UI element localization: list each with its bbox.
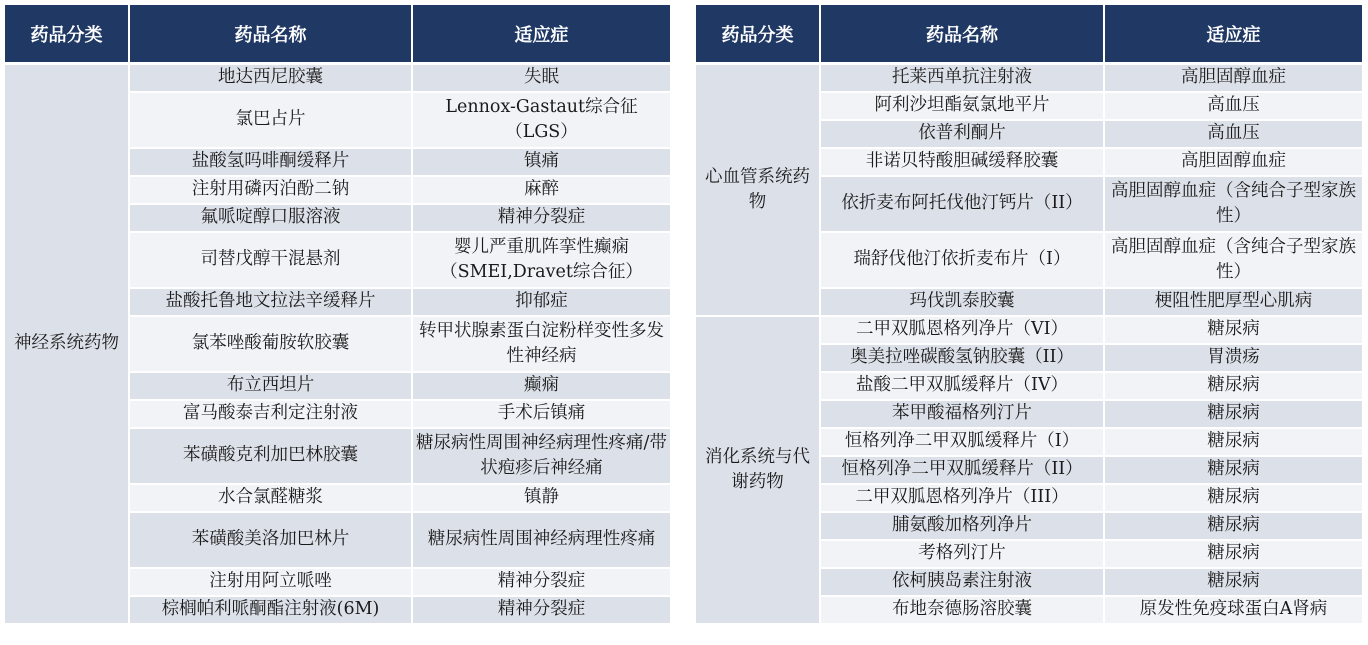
category-cell: 神经系统药物: [5, 64, 129, 624]
indication-cell: 糖尿病: [1104, 428, 1362, 456]
drug-name-cell: 考格列汀片: [820, 540, 1104, 568]
indication-cell: 抑郁症: [412, 288, 670, 316]
header-drug-name: 药品名称: [129, 5, 412, 64]
drug-name-cell: 依折麦布阿托伐他汀钙片（II）: [820, 176, 1104, 232]
indication-cell: 手术后镇痛: [412, 400, 670, 428]
indication-cell: 糖尿病: [1104, 456, 1362, 484]
table-row: [696, 316, 1362, 344]
indication-cell: 高胆固醇血症: [1104, 148, 1362, 176]
indication-cell: 糖尿病: [1104, 400, 1362, 428]
drug-name-cell: 二甲双胍恩格列净片（VI）: [820, 316, 1104, 344]
header-category: 药品分类: [696, 5, 820, 64]
drug-name-cell: 氯巴占片: [129, 92, 412, 148]
drug-name-cell: 脯氨酸加格列净片: [820, 512, 1104, 540]
indication-cell: 高血压: [1104, 120, 1362, 148]
indication-cell: 高血压: [1104, 92, 1362, 120]
header-row: [5, 5, 670, 64]
drug-name-cell: 布地奈德肠溶胶囊: [820, 596, 1104, 624]
drug-name-cell: 非诺贝特酸胆碱缓释胶囊: [820, 148, 1104, 176]
indication-cell: 转甲状腺素蛋白淀粉样变性多发性神经病: [412, 316, 670, 372]
drug-name-cell: 苯磺酸美洛加巴林片: [129, 512, 412, 568]
table-row: [5, 64, 670, 92]
drug-name-cell: 棕榈帕利哌酮酯注射液(6M): [129, 596, 412, 624]
indication-cell: 糖尿病性周围神经病理性疼痛: [412, 512, 670, 568]
indication-cell: Lennox-Gastaut综合征（LGS）: [412, 92, 670, 148]
indication-cell: 麻醉: [412, 176, 670, 204]
indication-cell: 糖尿病: [1104, 540, 1362, 568]
left-drug-table: [5, 5, 670, 625]
category-cell: 消化系统与代谢药物: [696, 316, 820, 624]
drug-name-cell: 氟哌啶醇口服溶液: [129, 204, 412, 232]
indication-cell: 高胆固醇血症（含纯合子型家族性）: [1104, 176, 1362, 232]
drug-name-cell: 奥美拉唑碳酸氢钠胶囊（II）: [820, 344, 1104, 372]
drug-name-cell: 阿利沙坦酯氨氯地平片: [820, 92, 1104, 120]
indication-cell: 高胆固醇血症（含纯合子型家族性）: [1104, 232, 1362, 288]
indication-cell: 胃溃疡: [1104, 344, 1362, 372]
drug-name-cell: 盐酸二甲双胍缓释片（IV）: [820, 372, 1104, 400]
indication-cell: 糖尿病性周围神经病理性疼痛/带状疱疹后神经痛: [412, 428, 670, 484]
indication-cell: 糖尿病: [1104, 372, 1362, 400]
drug-name-cell: 司替戊醇干混悬剂: [129, 232, 412, 288]
drug-name-cell: 盐酸托鲁地文拉法辛缓释片: [129, 288, 412, 316]
indication-cell: 精神分裂症: [412, 568, 670, 596]
indication-cell: 梗阻性肥厚型心肌病: [1104, 288, 1362, 316]
drug-name-cell: 恒格列净二甲双胍缓释片（I）: [820, 428, 1104, 456]
drug-name-cell: 苯磺酸克利加巴林胶囊: [129, 428, 412, 484]
drug-name-cell: 水合氯醛糖浆: [129, 484, 412, 512]
indication-cell: 失眠: [412, 64, 670, 92]
drug-name-cell: 瑞舒伐他汀依折麦布片（I）: [820, 232, 1104, 288]
right-drug-table: [696, 5, 1362, 625]
indication-cell: 糖尿病: [1104, 568, 1362, 596]
indication-cell: 高胆固醇血症: [1104, 64, 1362, 92]
drug-name-cell: 托莱西单抗注射液: [820, 64, 1104, 92]
header-drug-name: 药品名称: [820, 5, 1104, 64]
drug-name-cell: 恒格列净二甲双胍缓释片（II）: [820, 456, 1104, 484]
header-indication: 适应症: [1104, 5, 1362, 64]
header-row: [696, 5, 1362, 64]
drug-name-cell: 地达西尼胶囊: [129, 64, 412, 92]
drug-name-cell: 氯苯唑酸葡胺软胶囊: [129, 316, 412, 372]
indication-cell: 糖尿病: [1104, 512, 1362, 540]
right-table-body: [696, 64, 1362, 624]
header-indication: 适应症: [412, 5, 670, 64]
drug-name-cell: 依柯胰岛素注射液: [820, 568, 1104, 596]
drug-name-cell: 二甲双胍恩格列净片（III）: [820, 484, 1104, 512]
indication-cell: 癫痫: [412, 372, 670, 400]
category-cell: 心血管系统药物: [696, 64, 820, 316]
drug-name-cell: 苯甲酸福格列汀片: [820, 400, 1104, 428]
indication-cell: 糖尿病: [1104, 316, 1362, 344]
drug-name-cell: 注射用磷丙泊酚二钠: [129, 176, 412, 204]
drug-name-cell: 盐酸氢吗啡酮缓释片: [129, 148, 412, 176]
drug-name-cell: 富马酸泰吉利定注射液: [129, 400, 412, 428]
indication-cell: 原发性免疫球蛋白A肾病: [1104, 596, 1362, 624]
left-table-body: [5, 64, 670, 624]
indication-cell: 镇静: [412, 484, 670, 512]
indication-cell: 婴儿严重肌阵挛性癫痫（SMEI,Dravet综合征）: [412, 232, 670, 288]
indication-cell: 镇痛: [412, 148, 670, 176]
table-row: [696, 64, 1362, 92]
indication-cell: 精神分裂症: [412, 204, 670, 232]
drug-name-cell: 注射用阿立哌唑: [129, 568, 412, 596]
indication-cell: 精神分裂症: [412, 596, 670, 624]
drug-name-cell: 玛伐凯泰胶囊: [820, 288, 1104, 316]
drug-name-cell: 布立西坦片: [129, 372, 412, 400]
drug-name-cell: 依普利酮片: [820, 120, 1104, 148]
header-category: 药品分类: [5, 5, 129, 64]
indication-cell: 糖尿病: [1104, 484, 1362, 512]
